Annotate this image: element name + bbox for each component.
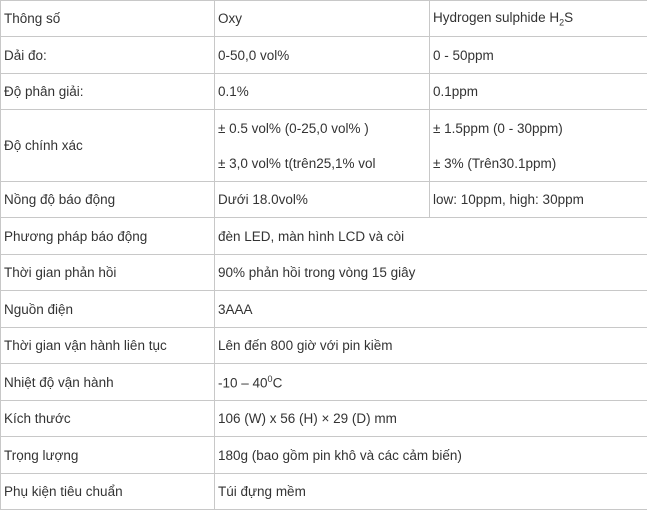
oxy-header-cell: Oxy <box>215 1 430 37</box>
table-row-runtime <box>1 328 647 364</box>
h2s-header-suffix: S <box>564 10 573 25</box>
h2s-accuracy-line2: ± 3% (Trên30.1ppm) <box>433 146 644 181</box>
temp-suffix: C <box>273 375 283 390</box>
h2s-accuracy-line1: ± 1.5ppm (0 - 30ppm) <box>433 111 644 146</box>
value-cell: Túi đựng mềm <box>215 474 647 510</box>
table-row-operating-temp <box>1 364 647 401</box>
value-cell: đèn LED, màn hình LCD và còi <box>215 218 647 255</box>
h2s-header-sub: 2 <box>559 17 564 27</box>
table-row-accessories <box>1 474 647 510</box>
value-cell: 106 (W) x 56 (H) × 29 (D) mm <box>215 401 647 437</box>
label-cell: Nồng độ báo động <box>1 182 215 218</box>
temp-prefix: -10 – 40 <box>218 375 268 390</box>
label-cell: Nguồn điện <box>1 291 215 328</box>
value-cell <box>215 364 647 401</box>
h2s-value-cell: 0 - 50ppm <box>430 37 647 74</box>
label-cell: Thời gian vận hành liên tục <box>1 328 215 364</box>
temp-sup: 0 <box>268 374 273 384</box>
table-row-response-time <box>1 255 647 291</box>
h2s-header-prefix: Hydrogen sulphide H <box>433 10 559 25</box>
oxy-accuracy-line1: ± 0.5 vol% (0-25,0 vol% ) <box>218 111 426 146</box>
label-cell: Phương pháp báo động <box>1 218 215 255</box>
value-cell: 3AAA <box>215 291 647 328</box>
table-row-alarm-level <box>1 182 647 218</box>
table-row-power <box>1 291 647 328</box>
label-cell: Kích thước <box>1 401 215 437</box>
table-row-range <box>1 37 647 74</box>
value-cell: 180g (bao gồm pin khô và các cảm biến) <box>215 437 647 474</box>
oxy-value-cell: Dưới 18.0vol% <box>215 182 430 218</box>
label-cell: Độ phân giải: <box>1 74 215 110</box>
oxy-value-cell: 0.1% <box>215 74 430 110</box>
oxy-value-cell <box>215 110 430 182</box>
label-cell: Dải đo: <box>1 37 215 74</box>
label-cell: Độ chính xác <box>1 110 215 182</box>
table-row-weight <box>1 437 647 474</box>
h2s-header-cell <box>430 1 647 37</box>
label-cell: Nhiệt độ vận hành <box>1 364 215 401</box>
label-cell: Thời gian phản hồi <box>1 255 215 291</box>
table-row-alarm-method <box>1 218 647 255</box>
table-row-header <box>1 1 647 37</box>
oxy-value-cell: 0-50,0 vol% <box>215 37 430 74</box>
label-cell: Trọng lượng <box>1 437 215 474</box>
h2s-value-cell: low: 10ppm, high: 30ppm <box>430 182 647 218</box>
label-cell: Phụ kiện tiêu chuẩn <box>1 474 215 510</box>
label-cell: Thông số <box>1 1 215 37</box>
table-row-resolution <box>1 74 647 110</box>
value-cell: 90% phản hồi trong vòng 15 giây <box>215 255 647 291</box>
table-row-accuracy <box>1 110 647 182</box>
table-row-dimensions <box>1 401 647 437</box>
value-cell: Lên đến 800 giờ với pin kiềm <box>215 328 647 364</box>
h2s-value-cell <box>430 110 647 182</box>
oxy-accuracy-line2: ± 3,0 vol% t(trên25,1% vol <box>218 146 426 181</box>
h2s-value-cell: 0.1ppm <box>430 74 647 110</box>
